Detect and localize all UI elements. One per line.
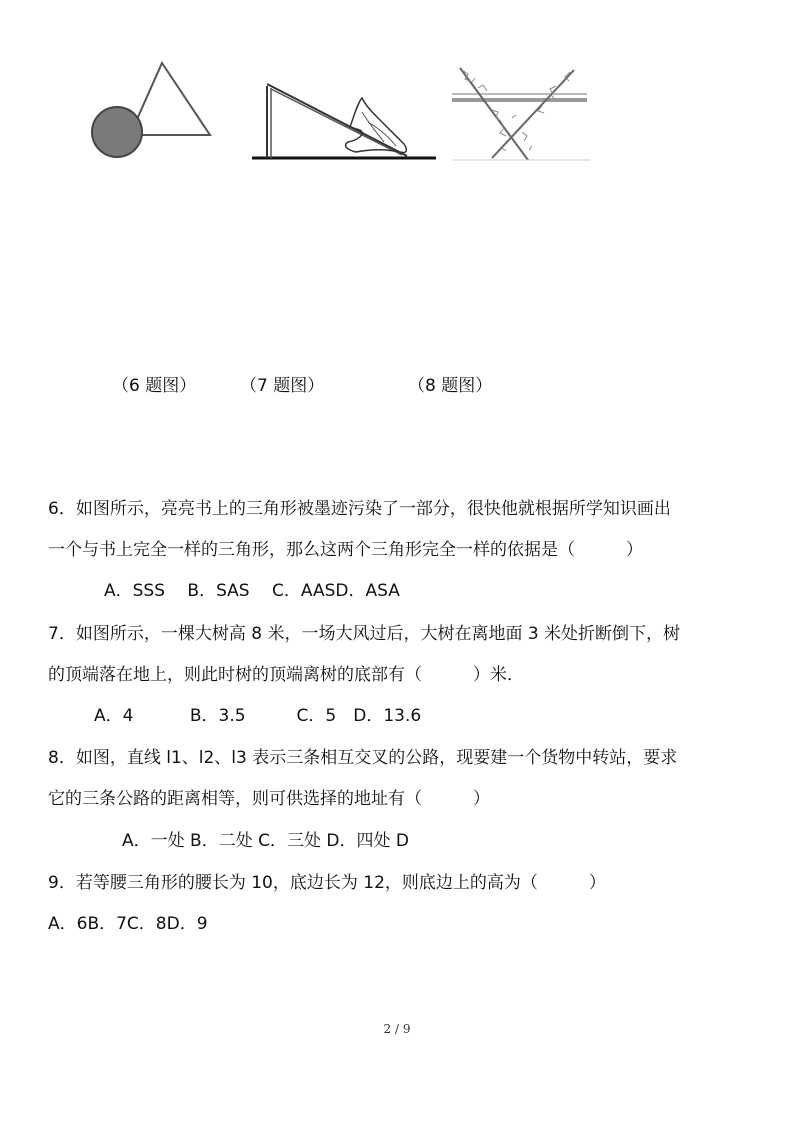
q8-line-1: 8．如图，直线 l1、l2、l3 表示三条相互交叉的公路，现要建一个货物中转站，要求 (48, 748, 678, 768)
q6-line-1: 6．如图所示，亮亮书上的三角形被墨迹污染了一部分，很快他就根据所学知识画出 (48, 499, 671, 519)
road-l3 (492, 70, 574, 158)
q7-options: A．4 B．3.5 C．5 D．13.6 (94, 706, 422, 726)
page-number: 2 / 9 (383, 1022, 411, 1036)
q7-line-2: 的顶端落在地上，则此时树的顶端离树的底部有（ ）米． (48, 665, 524, 685)
q8-options: A．一处 B．二处 C．三处 D．四处 D (122, 831, 409, 851)
triangle-shape (130, 63, 210, 135)
road-texture (462, 70, 570, 151)
q6-options: A．SSS B．SAS C．AASD．ASA (104, 581, 400, 601)
q6-line-2: 一个与书上完全一样的三角形，那么这两个三角形完全一样的依据是（ ） (48, 540, 643, 560)
figure-8-intersecting-roads (452, 58, 592, 168)
q9-options: A．6B．7C．8D．9 (48, 914, 208, 934)
figure-6-caption: （6 题图） (112, 376, 197, 396)
fallen-top (267, 84, 407, 156)
figure-8-caption: （8 题图） (408, 376, 493, 396)
road-l2 (460, 68, 528, 160)
q9-line-1: 9．若等腰三角形的腰长为 10，底边长为 12，则底边上的高为（ ） (48, 873, 606, 893)
q7-line-1: 7．如图所示，一棵大树高 8 米，一场大风过后，大树在离地面 3 米处折断倒下，树 (48, 624, 681, 644)
tree-crown (346, 98, 407, 153)
figure-7-broken-tree (250, 72, 440, 164)
ink-blot (92, 107, 142, 157)
figure-7-caption: （7 题图） (240, 376, 325, 396)
figure-6-triangle-ink-blot (85, 55, 220, 165)
q8-line-2: 它的三条公路的距离相等，则可供选择的地址有（ ） (48, 789, 490, 809)
